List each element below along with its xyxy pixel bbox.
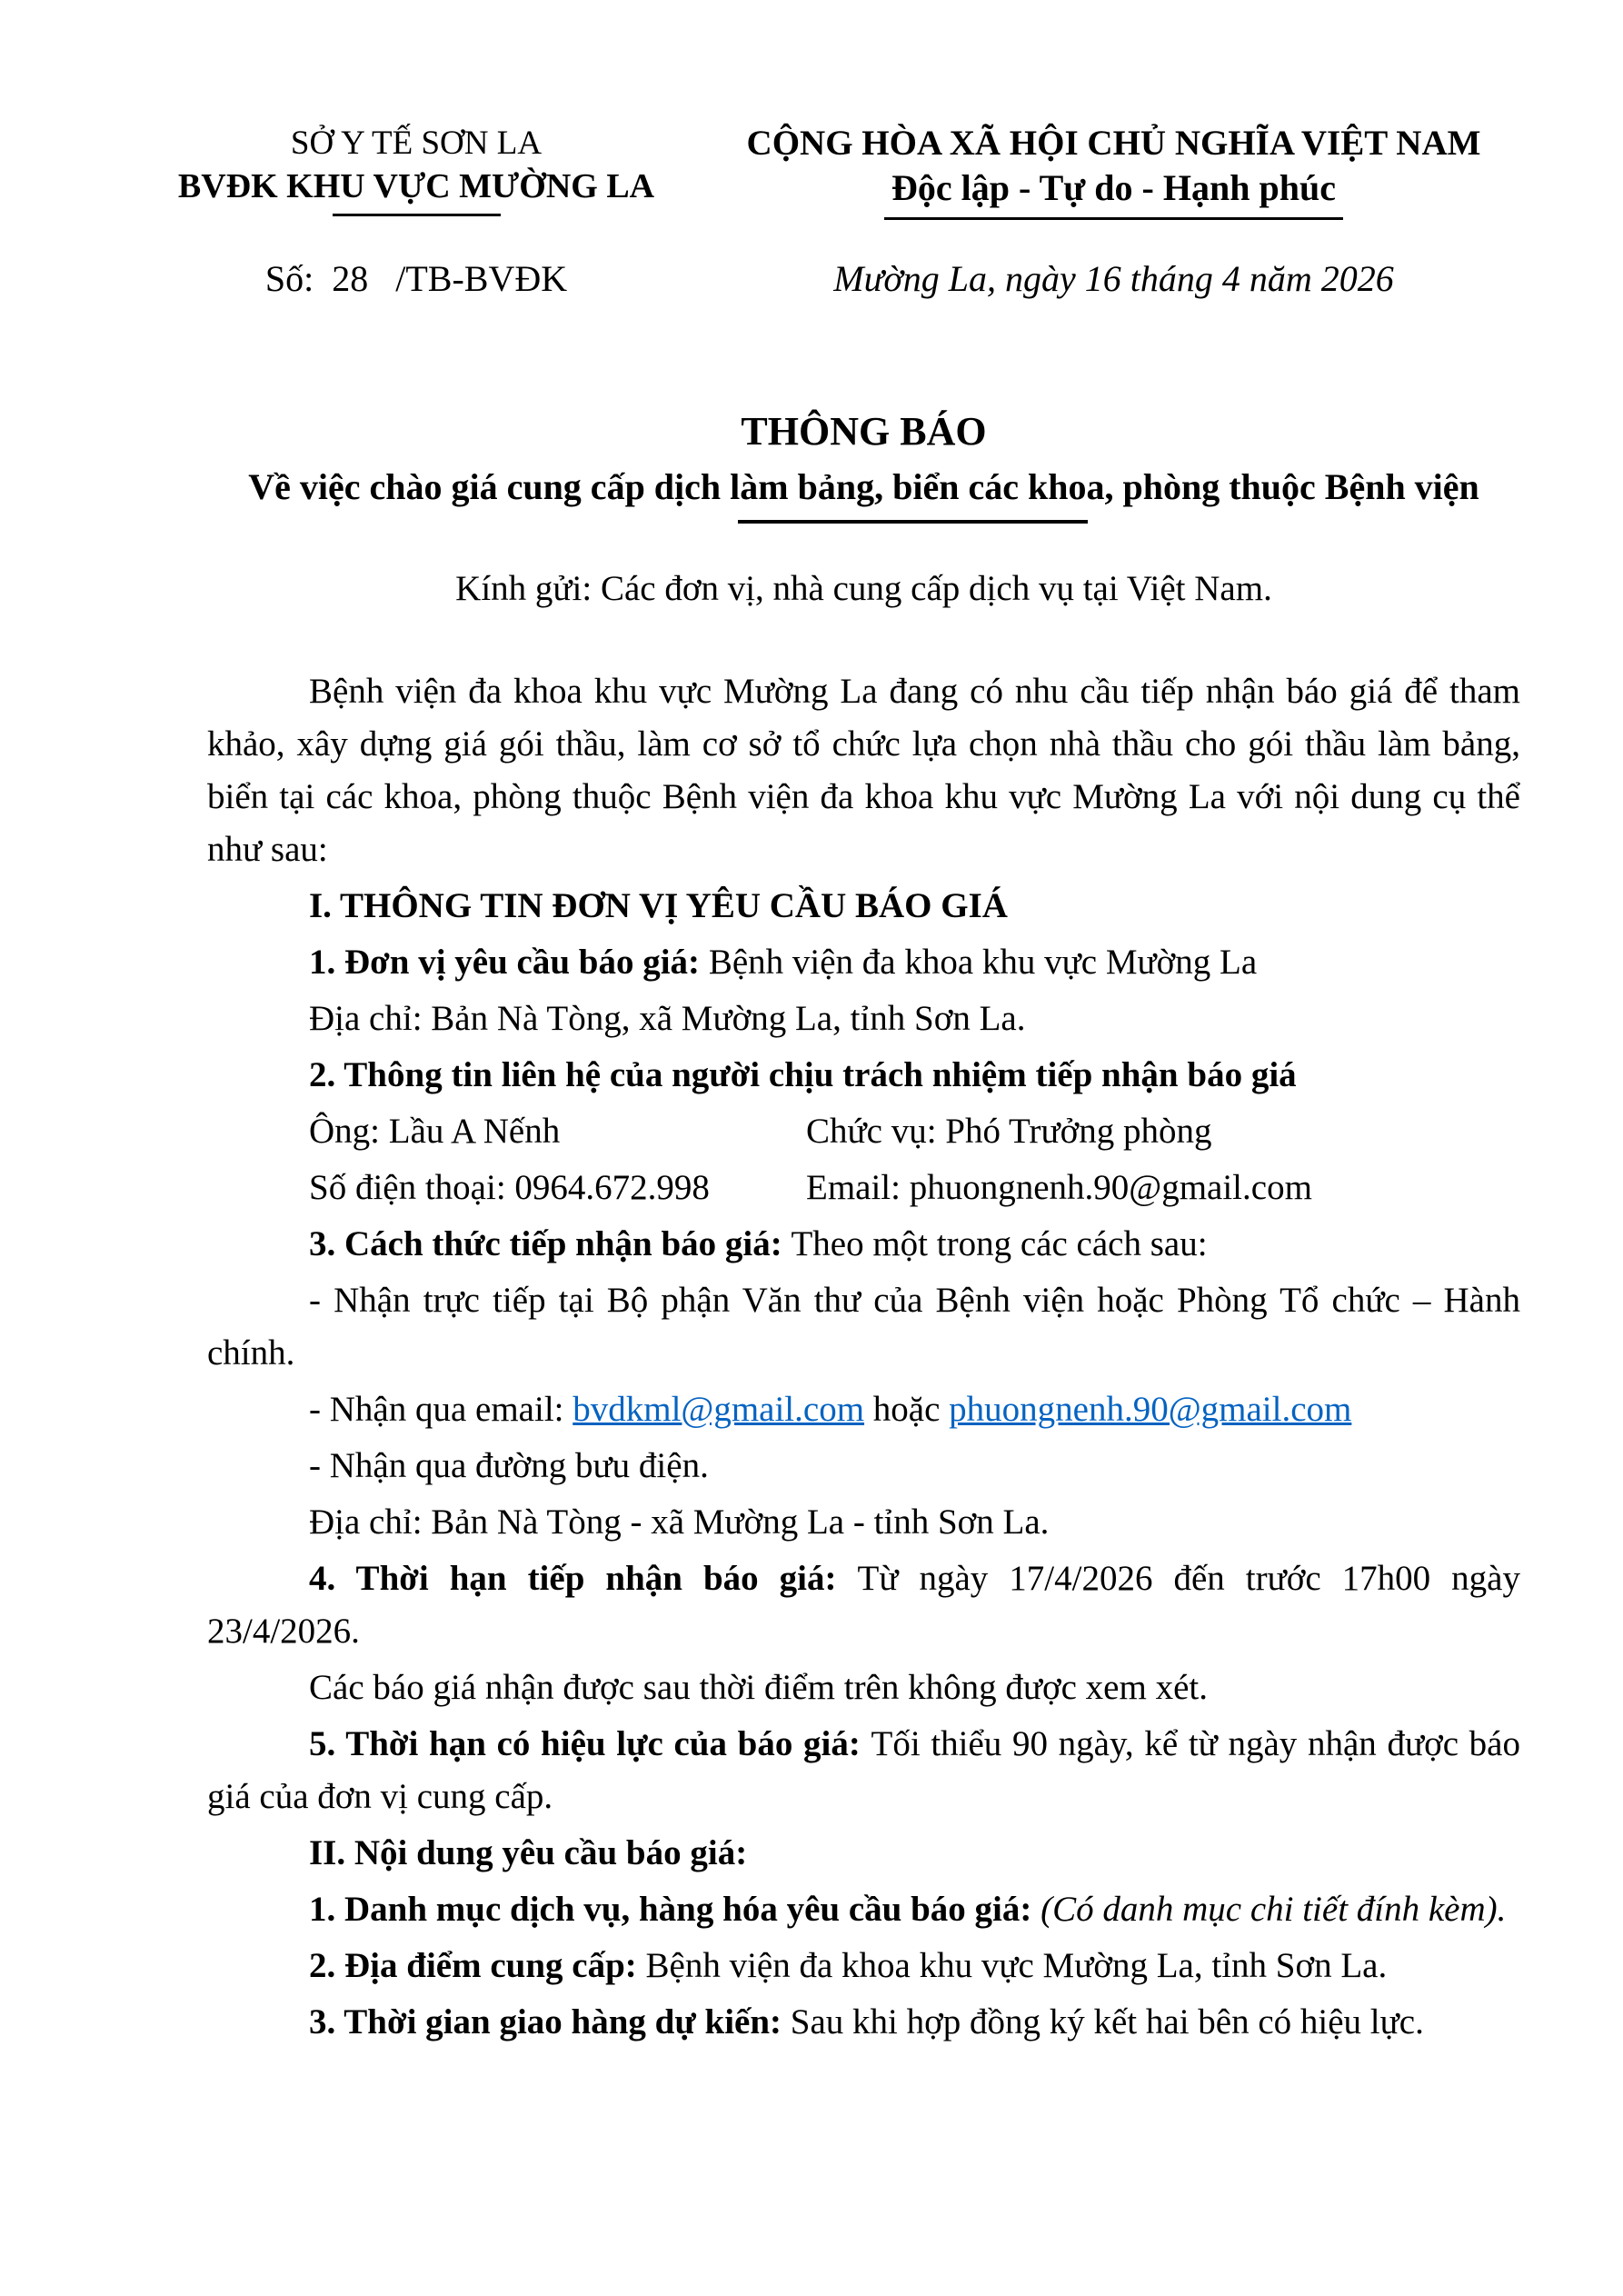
header-left-column [125, 123, 707, 302]
address-line-1: Địa chỉ: Bản Nà Tòng, xã Mường La, tỉnh Sơn La. [309, 999, 1026, 1038]
method-post: - Nhận qua đường bưu điện. [309, 1446, 709, 1485]
method-direct: - Nhận trực tiếp tại Bộ phận Văn thư của Bệnh viện hoặc Phòng Tổ chức – Hành chính. [207, 1281, 1520, 1373]
item-receive-method [207, 1218, 1520, 1271]
salutation-line: Kính gửi: Các đơn vị, nhà cung cấp dịch vụ tại Việt Nam. [455, 569, 1272, 608]
section1-heading: I. THÔNG TIN ĐƠN VỊ YÊU CẦU BÁO GIÁ [309, 886, 1008, 925]
header-left-underline [333, 214, 501, 216]
contact-row-2 [309, 1162, 1520, 1214]
item-validity [207, 1718, 1520, 1823]
contact-name: Ông: Lầu A Nếnh [309, 1112, 561, 1151]
address-line-2: Địa chỉ: Bản Nà Tòng - xã Mường La - tỉnh Sơn La. [309, 1502, 1050, 1542]
item-delivery-time [207, 1996, 1520, 2049]
method-email [207, 1383, 1520, 1436]
contact-position: Chức vụ: Phó Trưởng phòng [806, 1112, 1212, 1151]
org-name: BVĐK KHU VỰC MƯỜNG LA [177, 167, 655, 205]
doc-number: Số: 28 /TB-BVĐK [264, 258, 568, 299]
item-validity-label: 5. Thời hạn có hiệu lực của báo giá: [309, 1724, 871, 1763]
document-body [207, 665, 1520, 2049]
title-underline [738, 520, 1088, 524]
opening-paragraph: Bệnh viện đa khoa khu vực Mường La đang có nhu cầu tiếp nhận báo giá để tham khảo, xây dựng giá gói thầu, làm cơ sở tổ chức lựa chọn nhà thầu cho gói thầu làm bảng, biển tại các khoa, phòng thuộc Bệnh viện đa khoa khu vực Mường La với nội dung cụ thể như sau: [207, 672, 1520, 869]
contact-row-1 [309, 1105, 1520, 1158]
email-link-bvdkml[interactable]: bvdkml@gmail.com [573, 1390, 865, 1429]
national-motto: Độc lập - Tự do - Hạnh phúc [891, 167, 1336, 208]
header-right-underline [884, 217, 1343, 220]
method-email-prefix: - Nhận qua email: [309, 1390, 573, 1429]
header-right-column [707, 123, 1520, 302]
item-validity-value: Tối thiểu 90 ngày, kể từ ngày nhận được báo giá của đơn vị cung cấp. [207, 1724, 1520, 1816]
method-email-middle: hoặc [864, 1390, 950, 1429]
org-parent-name: SỞ Y TẾ SƠN LA [290, 125, 543, 162]
item-delivery-time-label: 3. Thời gian giao hàng dự kiến: [309, 2002, 791, 2041]
contact-heading: 2. Thông tin liên hệ của người chịu trách nhiệm tiếp nhận báo giá [309, 1055, 1297, 1094]
item-deadline-label: 4. Thời hạn tiếp nhận báo giá: [309, 1559, 858, 1598]
date-line: Mường La, ngày 16 tháng 4 năm 2026 [833, 258, 1394, 299]
item-delivery-time-value: Sau khi hợp đồng ký kết hai bên có hiệu lực. [790, 2002, 1424, 2041]
contact-email: Email: phuongnenh.90@gmail.com [806, 1168, 1312, 1207]
item-deadline [207, 1552, 1520, 1658]
item-requesting-unit [207, 936, 1520, 989]
document-subtitle: Về việc chào giá cung cấp dịch làm bảng, biển các khoa, phòng thuộc Bệnh viện [248, 466, 1479, 507]
item-deadline-value: Từ ngày 17/4/2026 đến trước 17h00 ngày 23/4/2026. [207, 1559, 1520, 1651]
deadline-note: Các báo giá nhận được sau thời điểm trên không được xem xét. [309, 1668, 1208, 1707]
section2-heading: II. Nội dung yêu cầu báo giá: [309, 1833, 748, 1872]
document-title: THÔNG BÁO [741, 409, 987, 454]
national-header: CỘNG HÒA XÃ HỘI CHỦ NGHĨA VIỆT NAM [746, 124, 1481, 163]
item-supply-location-value: Bệnh viện đa khoa khu vực Mường La, tỉnh Sơn La. [645, 1946, 1388, 1985]
item-requesting-unit-label: 1. Đơn vị yêu cầu báo giá: [309, 943, 709, 982]
item-supply-location-label: 2. Địa điểm cung cấp: [309, 1946, 646, 1985]
item-receive-method-value: Theo một trong các cách sau: [791, 1224, 1208, 1263]
title-block [207, 407, 1520, 614]
item-receive-method-label: 3. Cách thức tiếp nhận báo giá: [309, 1224, 792, 1263]
document-header [125, 123, 1520, 302]
contact-phone: Số điện thoại: 0964.672.998 [309, 1168, 710, 1207]
item-supply-location [207, 1940, 1520, 1992]
item-service-list-label: 1. Danh mục dịch vụ, hàng hóa yêu cầu báo giá: [309, 1890, 1041, 1929]
item-service-list-note: (Có danh mục chi tiết đính kèm). [1041, 1890, 1507, 1929]
item-service-list [207, 1883, 1520, 1936]
item-requesting-unit-value: Bệnh viện đa khoa khu vực Mường La [708, 943, 1258, 982]
email-link-phuongnenh[interactable]: phuongnenh.90@gmail.com [949, 1390, 1352, 1429]
